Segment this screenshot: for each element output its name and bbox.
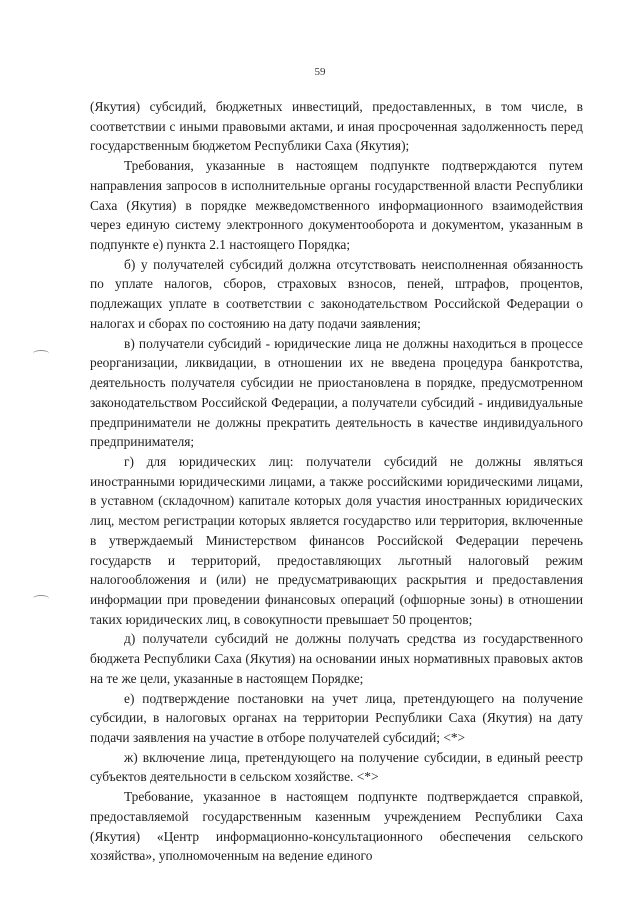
- paragraph: в) получатели субсидий - юридические лица не должны находиться в процессе реорганизации, ликвидации, в отношении их не введена процедура банкротства, деятельность получателя субсидии не приостановлена в порядке, предусмотренном законодательством Российской Федерации, а получатели субсидий - индивидуальные предприниматели не должны прекратить деятельность в качестве индивидуального предпринимателя;: [90, 335, 583, 450]
- paragraph: б) у получателей субсидий должна отсутствовать неисполненная обязанность по уплате налогов, сборов, страховых взносов, пеней, штрафов, процентов, подлежащих уплате в соответствии с законодательством Российской Федерации о налогах и сборах по состоянию на дату подачи заявления;: [90, 256, 583, 331]
- paragraph: г) для юридических лиц: получатели субсидий не должны являться иностранными юридическими лицами, а также российскими юридическими лицами, в уставном (складочном) капитале которых доля участия иностранных юридических лиц, местом регистрации которых является государство или территория, включенные в утверждаемый Министерством финансов Российской Федерации перечень государств и территорий, предоставляющих льготный налоговый режим налогообложения и (или) не предусматривающих раскрытия и предоставления информации при проведении финансовых операций (офшорные зоны) в отношении таких юридических лиц, в совокупности превышает 50 процентов;: [90, 453, 583, 627]
- paragraph: д) получатели субсидий не должны получать средства из государственного бюджета Республики Саха (Якутия) на основании иных нормативных правовых актов на те же цели, указанные в настоящем Порядке;: [90, 631, 583, 686]
- margin-punch-mark: [33, 595, 49, 602]
- margin-punch-mark: [33, 350, 49, 357]
- paragraph: ж) включение лица, претендующего на получение субсидии, в единый реестр субъектов деятельности в сельском хозяйстве. <*>: [90, 749, 583, 785]
- paragraph: Требование, указанное в настоящем подпункте подтверждается справкой, предоставляемой государственным казенным учреждением Республики Саха (Якутия) «Центр информационно-консультационного обеспечения сельского хозяйства», уполномоченным на ведение единого: [90, 789, 583, 864]
- paragraph: Требования, указанные в настоящем подпункте подтверждаются путем направления запросов в исполнительные органы государственной власти Республики Саха (Якутия) в порядке межведомственного информационного взаимодействия через единую систему электронного документооборота и документом, указанным в подпункте е) пункта 2.1 настоящего Порядка;: [90, 158, 583, 253]
- page-number: 59: [314, 66, 326, 78]
- paragraph: (Якутия) субсидий, бюджетных инвестиций, предоставленных, в том числе, в соответствии с иными правовыми актами, и иная просроченная задолженность перед государственным бюджетом Республики Саха (Якутия);: [90, 99, 583, 154]
- paragraph: е) подтверждение постановки на учет лица, претендующего на получение субсидии, в налоговых органах на территории Республики Саха (Якутия) на дату подачи заявления на участие в отборе получателей субсидий; <*>: [90, 690, 583, 745]
- document-body: [90, 97, 583, 866]
